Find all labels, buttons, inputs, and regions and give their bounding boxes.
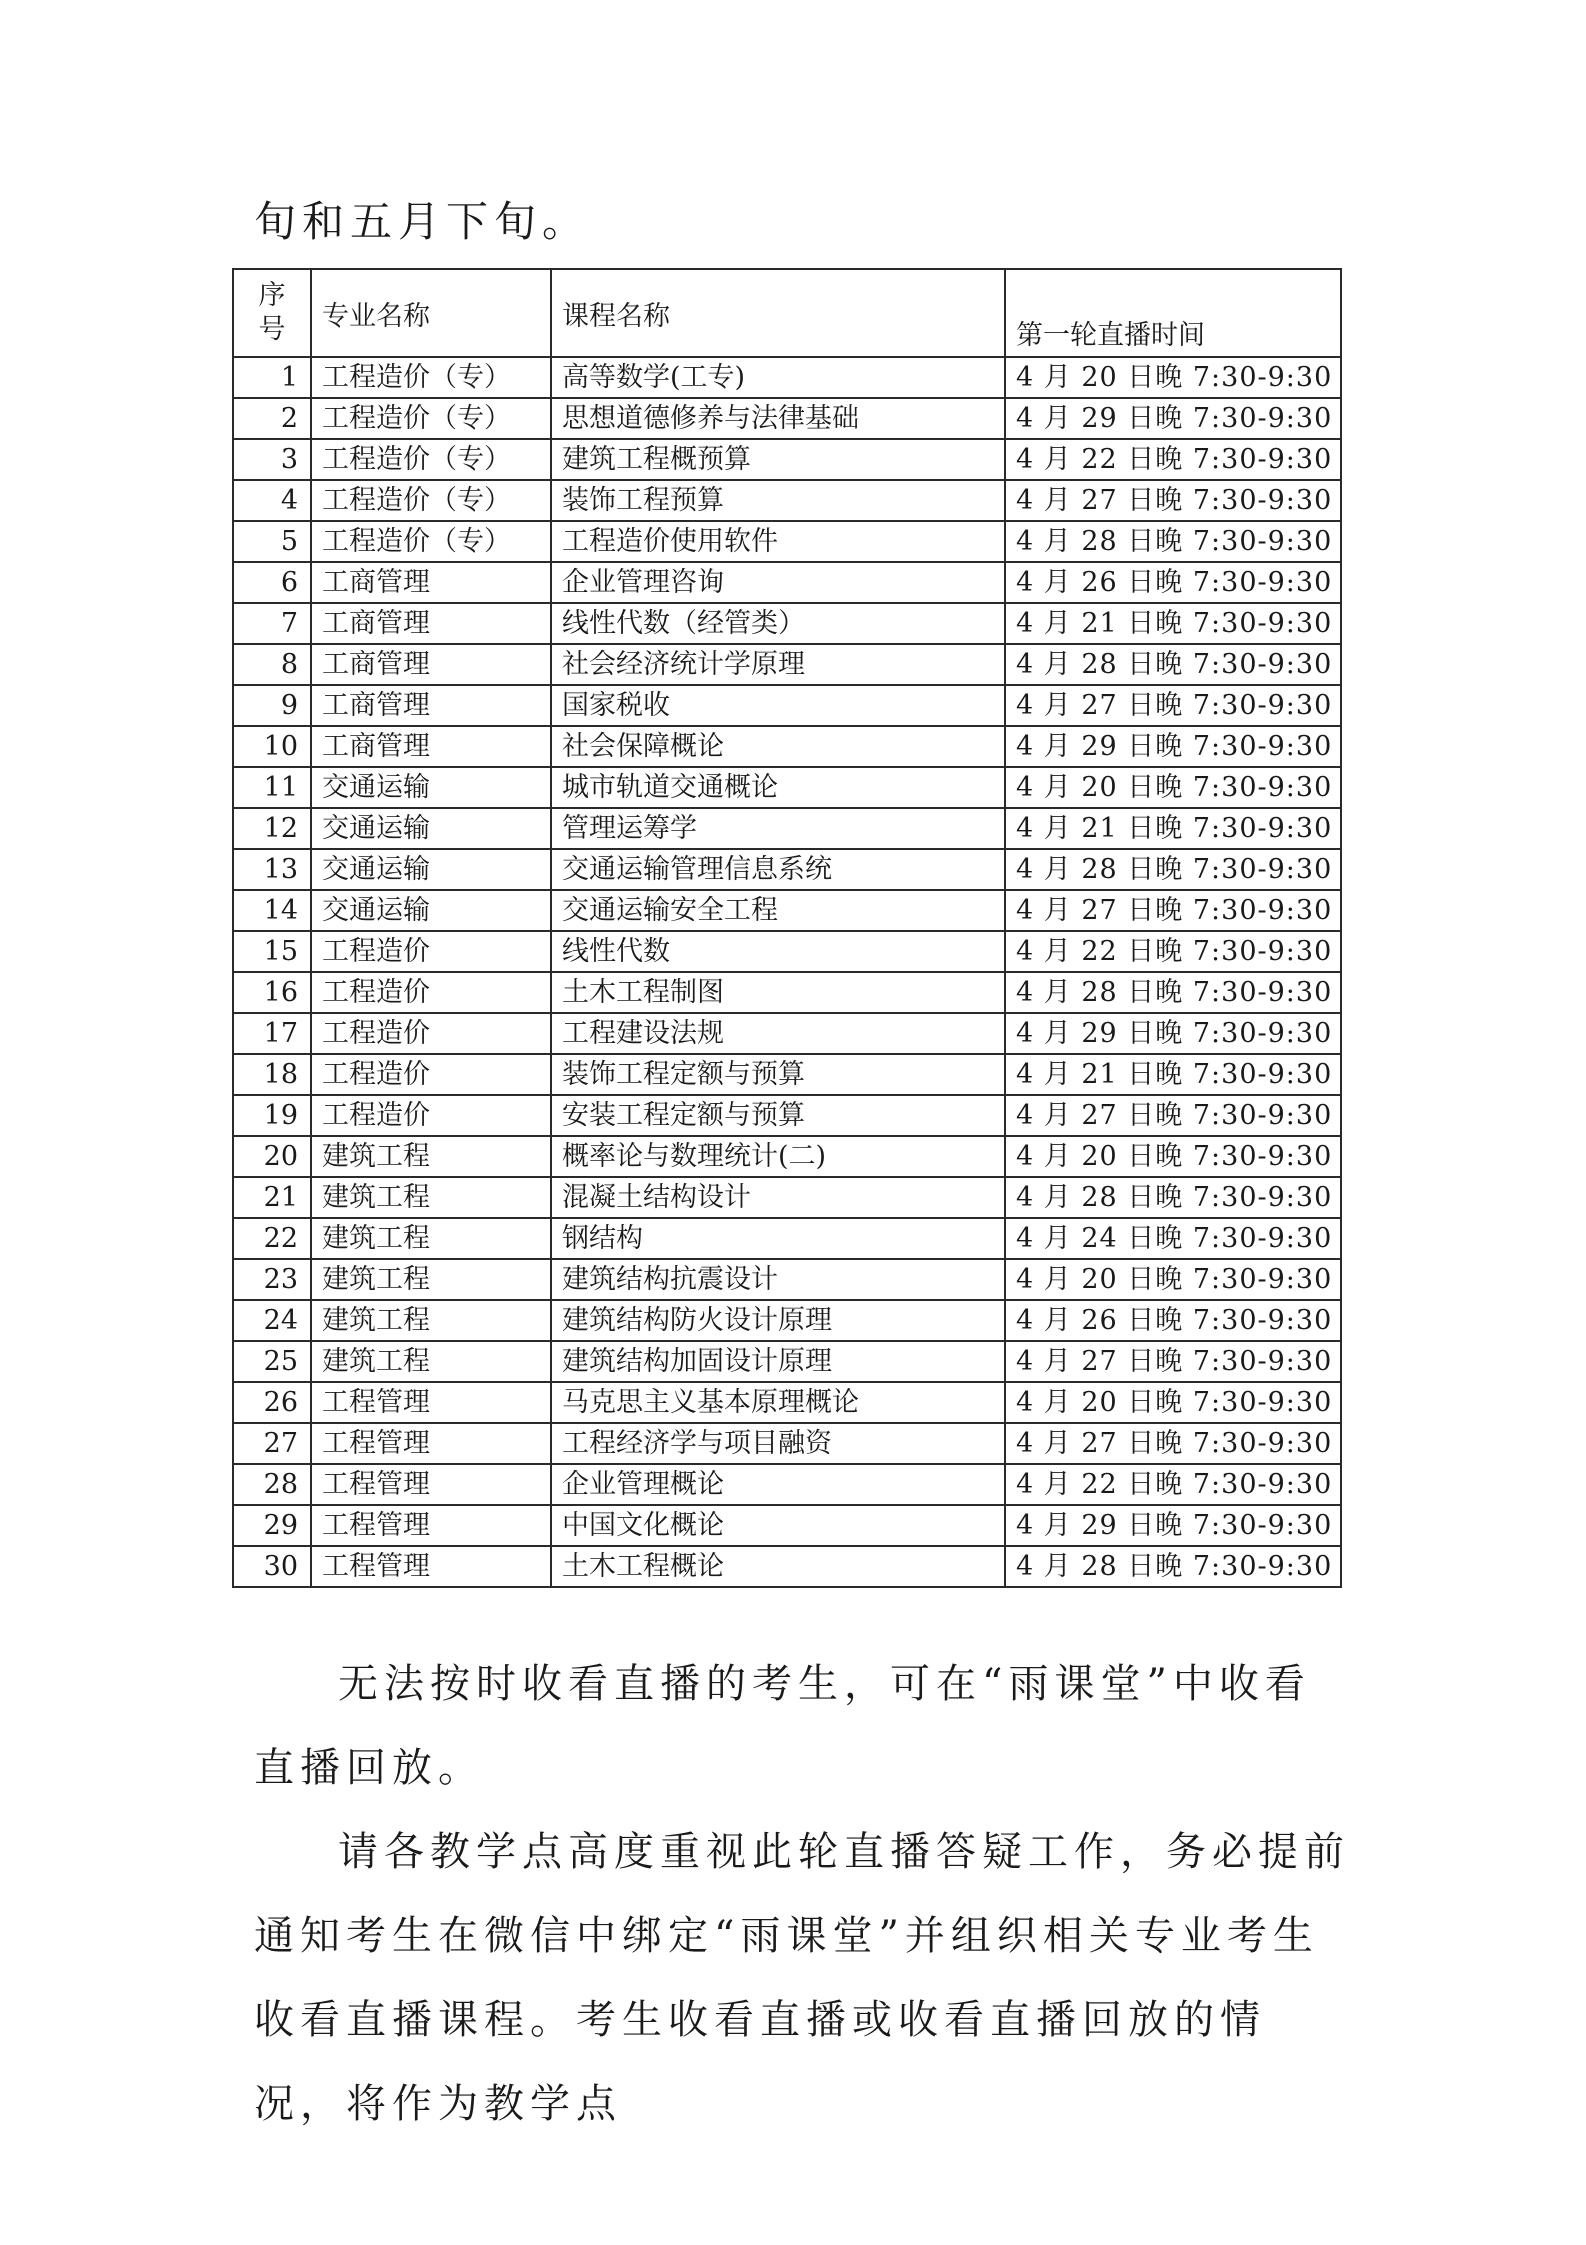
cell-time: 4 月 29 日晚 7:30-9:30 — [1005, 1013, 1341, 1054]
table-row — [233, 480, 1341, 521]
cell-major: 工程管理 — [311, 1464, 551, 1505]
cell-major: 工程管理 — [311, 1546, 551, 1587]
cell-no: 12 — [233, 808, 311, 849]
table-row — [233, 972, 1341, 1013]
table-row — [233, 685, 1341, 726]
cell-no: 25 — [233, 1341, 311, 1382]
cell-major: 建筑工程 — [311, 1218, 551, 1259]
cell-time: 4 月 27 日晚 7:30-9:30 — [1005, 1423, 1341, 1464]
cell-course: 混凝土结构设计 — [551, 1177, 1005, 1218]
table-row — [233, 644, 1341, 685]
table-body — [233, 357, 1341, 1587]
cell-no: 17 — [233, 1013, 311, 1054]
cell-no: 2 — [233, 398, 311, 439]
cell-no: 3 — [233, 439, 311, 480]
header-no-line2: 号 — [258, 314, 286, 345]
cell-no: 18 — [233, 1054, 311, 1095]
cell-course: 国家税收 — [551, 685, 1005, 726]
cell-time: 4 月 22 日晚 7:30-9:30 — [1005, 1464, 1341, 1505]
cell-course: 思想道德修养与法律基础 — [551, 398, 1005, 439]
table-row — [233, 1054, 1341, 1095]
cell-course: 交通运输管理信息系统 — [551, 849, 1005, 890]
cell-time: 4 月 26 日晚 7:30-9:30 — [1005, 562, 1341, 603]
cell-major: 工程造价（专） — [311, 439, 551, 480]
cell-course: 土木工程制图 — [551, 972, 1005, 1013]
intro-line: 旬和五月下旬。 — [254, 197, 591, 246]
table-row — [233, 1136, 1341, 1177]
table-row — [233, 521, 1341, 562]
table-row — [233, 1382, 1341, 1423]
cell-time: 4 月 20 日晚 7:30-9:30 — [1005, 1382, 1341, 1423]
cell-no: 23 — [233, 1259, 311, 1300]
table-row — [233, 767, 1341, 808]
cell-major: 工程管理 — [311, 1382, 551, 1423]
table-row — [233, 1013, 1341, 1054]
cell-no: 24 — [233, 1300, 311, 1341]
cell-course: 装饰工程定额与预算 — [551, 1054, 1005, 1095]
cell-time: 4 月 22 日晚 7:30-9:30 — [1005, 931, 1341, 972]
cell-course: 概率论与数理统计(二) — [551, 1136, 1005, 1177]
table-row — [233, 1341, 1341, 1382]
table-row — [233, 1300, 1341, 1341]
cell-course: 中国文化概论 — [551, 1505, 1005, 1546]
cell-major: 工程管理 — [311, 1505, 551, 1546]
table-row — [233, 1218, 1341, 1259]
cell-course: 线性代数 — [551, 931, 1005, 972]
cell-time: 4 月 28 日晚 7:30-9:30 — [1005, 849, 1341, 890]
cell-time: 4 月 28 日晚 7:30-9:30 — [1005, 521, 1341, 562]
cell-time: 4 月 29 日晚 7:30-9:30 — [1005, 1505, 1341, 1546]
cell-major: 建筑工程 — [311, 1300, 551, 1341]
cell-major: 工程造价（专） — [311, 480, 551, 521]
cell-course: 建筑工程概预算 — [551, 439, 1005, 480]
cell-time: 4 月 28 日晚 7:30-9:30 — [1005, 644, 1341, 685]
cell-major: 工商管理 — [311, 726, 551, 767]
cell-course: 建筑结构加固设计原理 — [551, 1341, 1005, 1382]
cell-course: 工程建设法规 — [551, 1013, 1005, 1054]
cell-course: 社会保障概论 — [551, 726, 1005, 767]
cell-no: 1 — [233, 357, 311, 398]
cell-course: 管理运筹学 — [551, 808, 1005, 849]
table-row — [233, 1177, 1341, 1218]
table-row — [233, 357, 1341, 398]
cell-course: 社会经济统计学原理 — [551, 644, 1005, 685]
cell-time: 4 月 28 日晚 7:30-9:30 — [1005, 972, 1341, 1013]
cell-major: 建筑工程 — [311, 1177, 551, 1218]
cell-major: 工程造价 — [311, 1054, 551, 1095]
cell-time: 4 月 27 日晚 7:30-9:30 — [1005, 1095, 1341, 1136]
cell-major: 建筑工程 — [311, 1341, 551, 1382]
cell-no: 10 — [233, 726, 311, 767]
table-row — [233, 1095, 1341, 1136]
table-row — [233, 808, 1341, 849]
cell-time: 4 月 29 日晚 7:30-9:30 — [1005, 726, 1341, 767]
table-row — [233, 1259, 1341, 1300]
cell-time: 4 月 21 日晚 7:30-9:30 — [1005, 808, 1341, 849]
cell-course: 建筑结构抗震设计 — [551, 1259, 1005, 1300]
table-row — [233, 890, 1341, 931]
cell-no: 27 — [233, 1423, 311, 1464]
cell-no: 21 — [233, 1177, 311, 1218]
cell-course: 线性代数（经管类） — [551, 603, 1005, 644]
table-row — [233, 849, 1341, 890]
cell-time: 4 月 27 日晚 7:30-9:30 — [1005, 1341, 1341, 1382]
table-row — [233, 1423, 1341, 1464]
cell-course: 交通运输安全工程 — [551, 890, 1005, 931]
cell-major: 工商管理 — [311, 603, 551, 644]
cell-time: 4 月 20 日晚 7:30-9:30 — [1005, 767, 1341, 808]
cell-major: 工程造价（专） — [311, 398, 551, 439]
cell-major: 交通运输 — [311, 849, 551, 890]
cell-no: 7 — [233, 603, 311, 644]
cell-no: 15 — [233, 931, 311, 972]
cell-time: 4 月 21 日晚 7:30-9:30 — [1005, 1054, 1341, 1095]
cell-major: 工程造价（专） — [311, 521, 551, 562]
cell-course: 装饰工程预算 — [551, 480, 1005, 521]
cell-course: 土木工程概论 — [551, 1546, 1005, 1587]
cell-time: 4 月 28 日晚 7:30-9:30 — [1005, 1546, 1341, 1587]
cell-major: 工程造价 — [311, 931, 551, 972]
header-no-line1: 序 — [258, 280, 286, 311]
table-row — [233, 603, 1341, 644]
cell-major: 工程造价 — [311, 1013, 551, 1054]
cell-time: 4 月 29 日晚 7:30-9:30 — [1005, 398, 1341, 439]
cell-time: 4 月 22 日晚 7:30-9:30 — [1005, 439, 1341, 480]
table-header-row — [233, 269, 1341, 357]
cell-major: 工程造价 — [311, 972, 551, 1013]
cell-course: 建筑结构防火设计原理 — [551, 1300, 1005, 1341]
header-time: 第一轮直播时间 — [1005, 269, 1341, 357]
table-row — [233, 1505, 1341, 1546]
cell-no: 20 — [233, 1136, 311, 1177]
cell-no: 19 — [233, 1095, 311, 1136]
cell-major: 交通运输 — [311, 890, 551, 931]
cell-time: 4 月 24 日晚 7:30-9:30 — [1005, 1218, 1341, 1259]
header-no — [233, 269, 311, 357]
cell-no: 9 — [233, 685, 311, 726]
cell-time: 4 月 27 日晚 7:30-9:30 — [1005, 685, 1341, 726]
header-course: 课程名称 — [551, 269, 1005, 357]
cell-course: 马克思主义基本原理概论 — [551, 1382, 1005, 1423]
live-schedule-table — [232, 268, 1342, 1588]
cell-major: 建筑工程 — [311, 1136, 551, 1177]
cell-major: 工商管理 — [311, 685, 551, 726]
cell-major: 工商管理 — [311, 644, 551, 685]
cell-no: 4 — [233, 480, 311, 521]
table-row — [233, 931, 1341, 972]
cell-no: 6 — [233, 562, 311, 603]
cell-major: 交通运输 — [311, 767, 551, 808]
replay-notice-paragraph: 无法按时收看直播的考生，可在“雨课堂”中收看直播回放。 — [254, 1661, 1311, 1791]
cell-time: 4 月 21 日晚 7:30-9:30 — [1005, 603, 1341, 644]
cell-time: 4 月 28 日晚 7:30-9:30 — [1005, 1177, 1341, 1218]
cell-time: 4 月 27 日晚 7:30-9:30 — [1005, 890, 1341, 931]
cell-course: 企业管理咨询 — [551, 562, 1005, 603]
cell-major: 工商管理 — [311, 562, 551, 603]
cell-course: 企业管理概论 — [551, 1464, 1005, 1505]
cell-major: 工程造价（专） — [311, 357, 551, 398]
table-row — [233, 562, 1341, 603]
cell-no: 13 — [233, 849, 311, 890]
instruction-paragraph: 请各教学点高度重视此轮直播答疑工作，务必提前通知考生在微信中绑定“雨课堂”并组织相关专业考生收看直播课程。考生收看直播或收看直播回放的情况，将作为教学点 — [254, 1829, 1350, 2127]
table-row — [233, 1464, 1341, 1505]
header-major: 专业名称 — [311, 269, 551, 357]
table-row — [233, 726, 1341, 767]
cell-major: 建筑工程 — [311, 1259, 551, 1300]
cell-major: 工程管理 — [311, 1423, 551, 1464]
cell-no: 5 — [233, 521, 311, 562]
cell-no: 11 — [233, 767, 311, 808]
cell-no: 29 — [233, 1505, 311, 1546]
cell-no: 26 — [233, 1382, 311, 1423]
cell-no: 22 — [233, 1218, 311, 1259]
cell-no: 8 — [233, 644, 311, 685]
cell-time: 4 月 20 日晚 7:30-9:30 — [1005, 1136, 1341, 1177]
cell-course: 安装工程定额与预算 — [551, 1095, 1005, 1136]
cell-no: 30 — [233, 1546, 311, 1587]
cell-time: 4 月 27 日晚 7:30-9:30 — [1005, 480, 1341, 521]
cell-time: 4 月 26 日晚 7:30-9:30 — [1005, 1300, 1341, 1341]
table-row — [233, 439, 1341, 480]
table-row — [233, 398, 1341, 439]
cell-no: 14 — [233, 890, 311, 931]
cell-no: 28 — [233, 1464, 311, 1505]
cell-course: 高等数学(工专) — [551, 357, 1005, 398]
cell-time: 4 月 20 日晚 7:30-9:30 — [1005, 1259, 1341, 1300]
table-row — [233, 1546, 1341, 1587]
cell-major: 交通运输 — [311, 808, 551, 849]
cell-course: 城市轨道交通概论 — [551, 767, 1005, 808]
cell-time: 4 月 20 日晚 7:30-9:30 — [1005, 357, 1341, 398]
cell-major: 工程造价 — [311, 1095, 551, 1136]
cell-course: 工程造价使用软件 — [551, 521, 1005, 562]
cell-no: 16 — [233, 972, 311, 1013]
cell-course: 钢结构 — [551, 1218, 1005, 1259]
cell-course: 工程经济学与项目融资 — [551, 1423, 1005, 1464]
